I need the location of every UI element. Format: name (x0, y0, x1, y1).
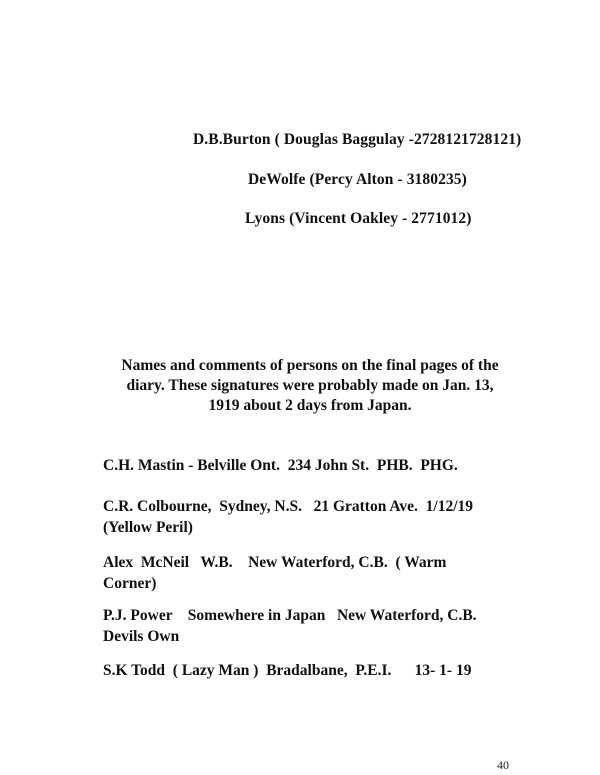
entry-mastin: C.H. Mastin - Belville Ont. 234 John St. PHB. PHG. (103, 457, 458, 474)
name-line-lyons: Lyons (Vincent Oakley - 2771012) (245, 210, 472, 227)
entry-colbourne: C.R. Colbourne, Sydney, N.S. 21 Gratton Ave. 1/12/19 (Yellow Peril) (103, 498, 474, 536)
page-number: 40 (497, 758, 509, 772)
intro-paragraph: Names and comments of persons on the final pages of the diary. These signatures were probably made on Jan. 13, 1919 about 2 days from Japan. (121, 357, 499, 414)
name-line-burton: D.B.Burton ( Douglas Baggulay -2728121728121) (193, 131, 522, 148)
entry-mcneil: Alex McNeil W.B. New Waterford, C.B. ( Warm Corner) (103, 554, 447, 592)
name-line-dewolfe: DeWolfe (Percy Alton - 3180235) (248, 171, 467, 188)
entry-todd: S.K Todd ( Lazy Man ) Bradalbane, P.E.I. 13- 1- 19 (103, 662, 472, 679)
entry-power: P.J. Power Somewhere in Japan New Waterford, C.B. Devils Own (103, 607, 477, 645)
